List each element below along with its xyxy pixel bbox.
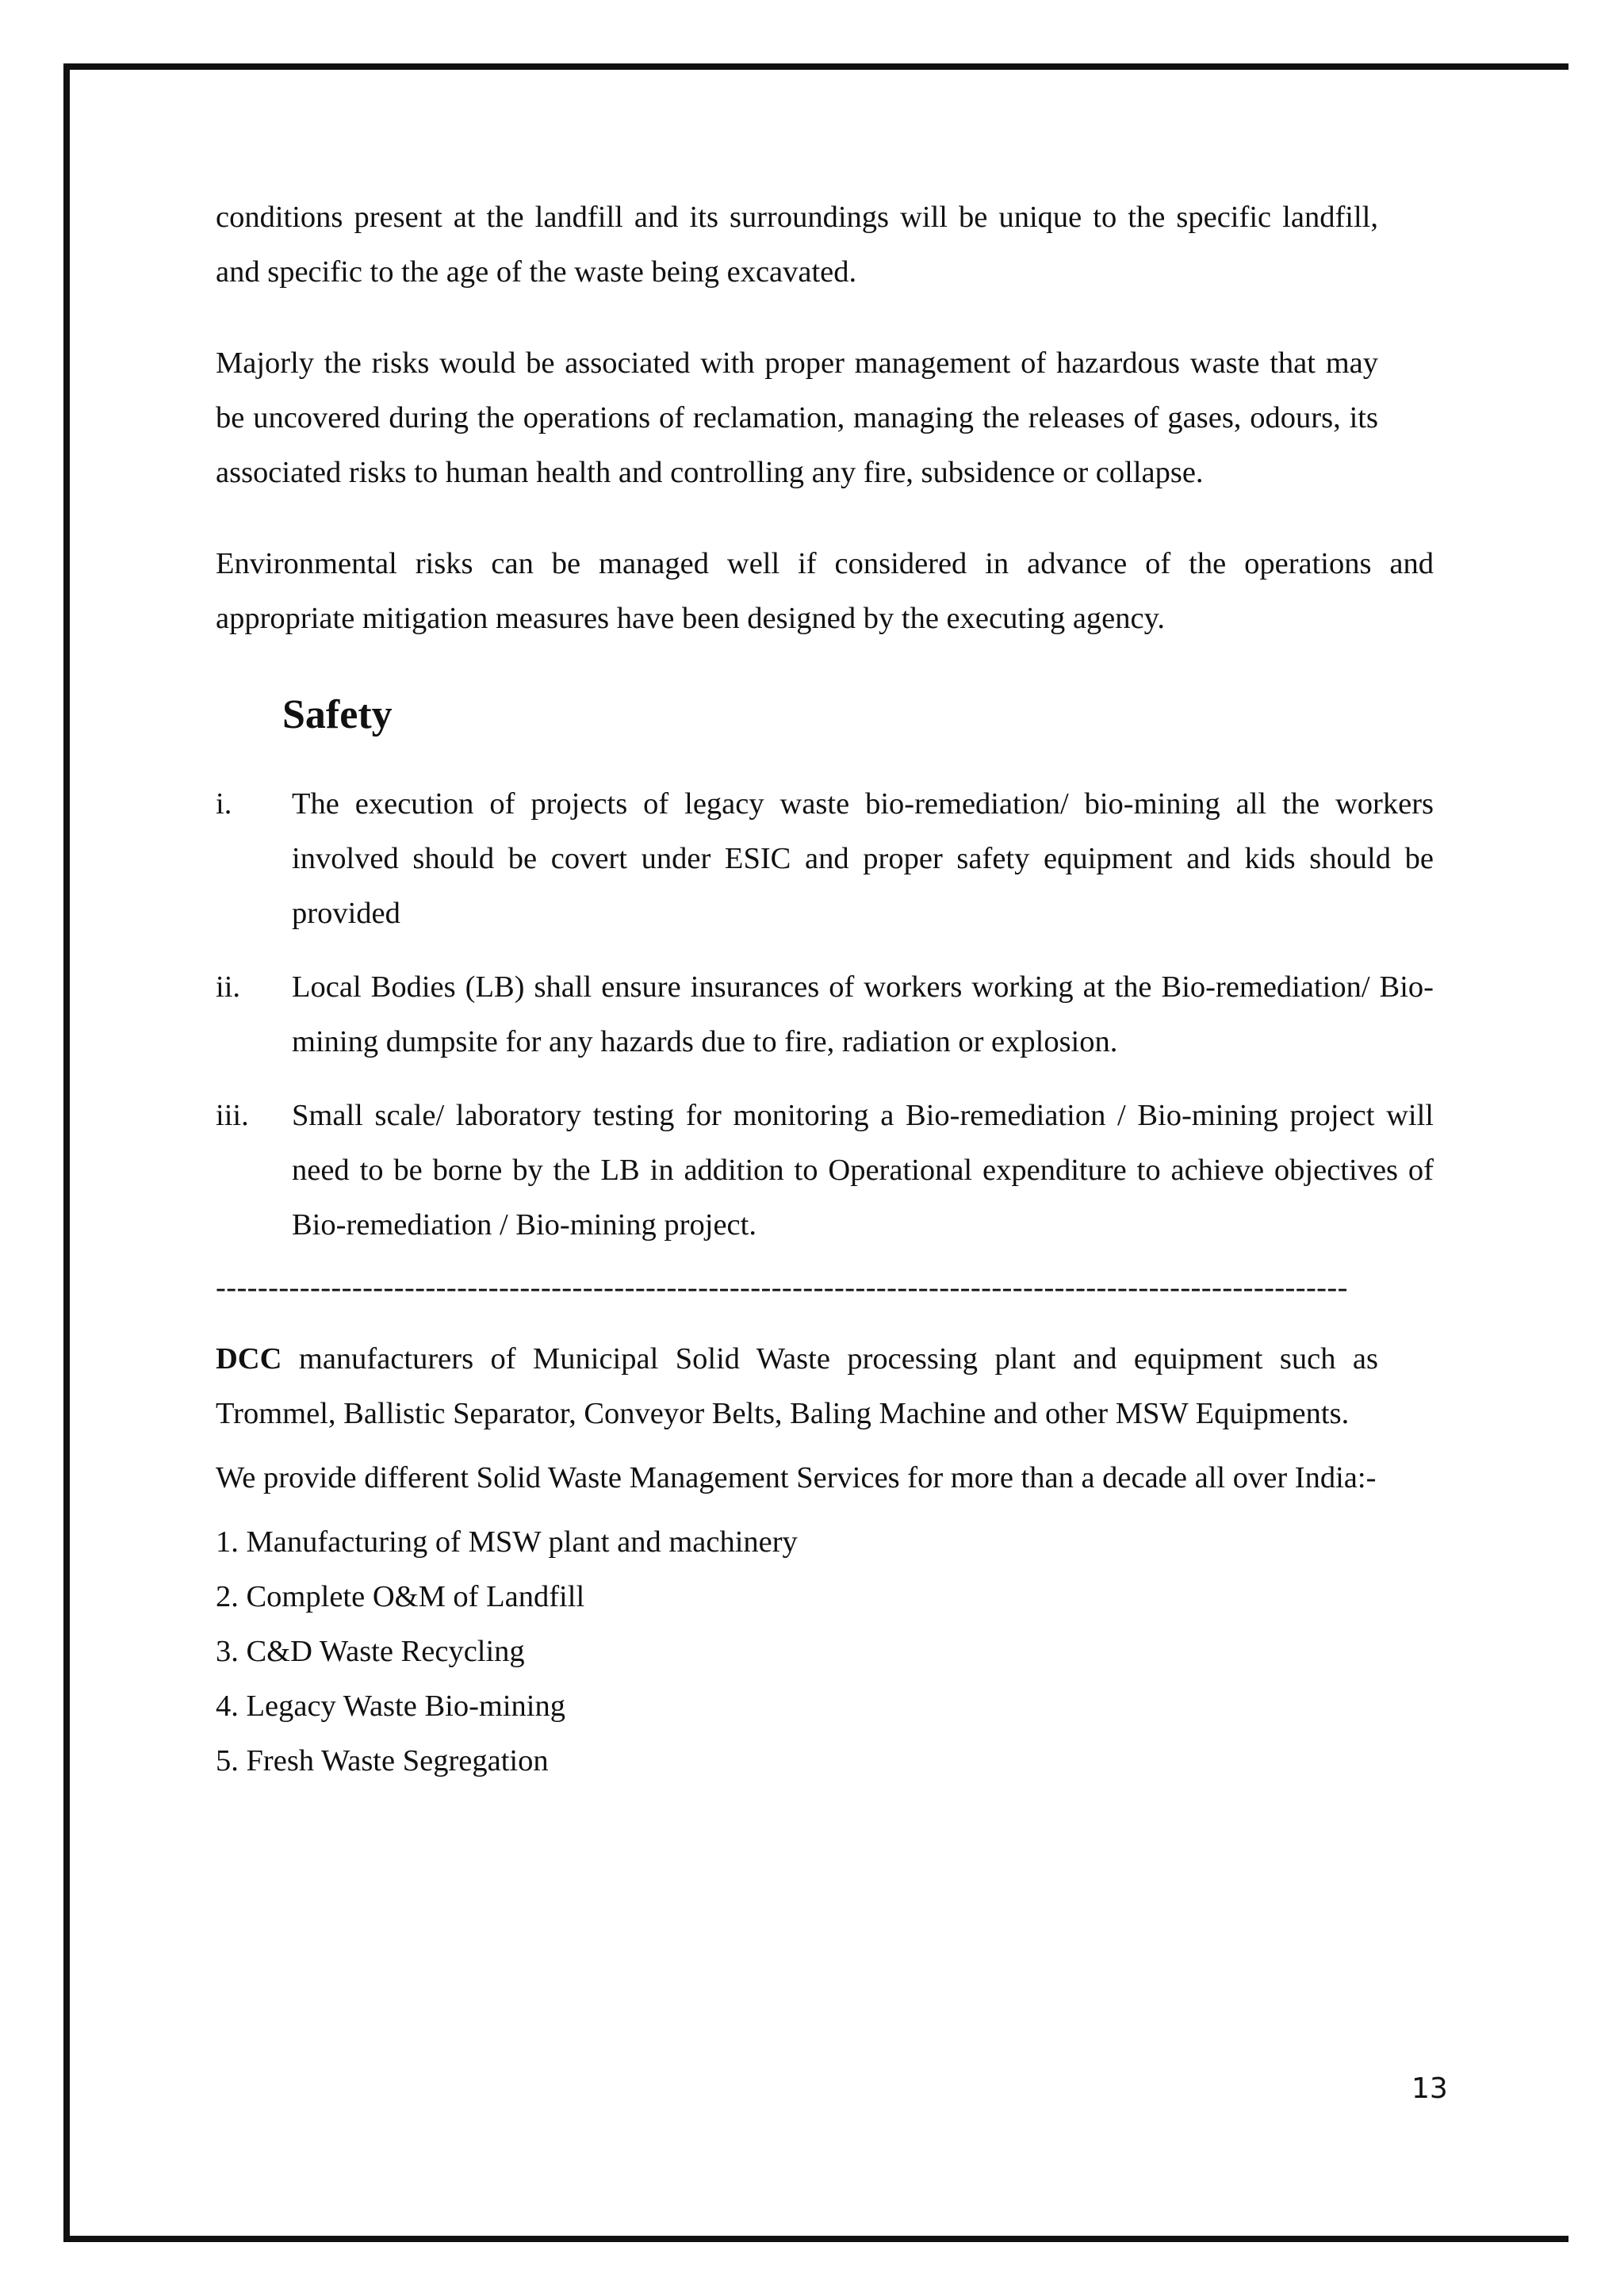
safety-list — [216, 777, 1434, 1253]
service-item: 5. Fresh Waste Segregation — [216, 1744, 549, 1778]
service-item: 4. Legacy Waste Bio-mining — [216, 1689, 565, 1724]
services-list — [216, 1515, 1434, 1789]
safety-item-number: iii. — [216, 1099, 249, 1133]
safety-item-number: i. — [216, 787, 232, 821]
safety-item-number: ii. — [216, 970, 241, 1004]
service-item: 3. C&D Waste Recycling — [216, 1635, 525, 1669]
service-item: 1. Manufacturing of MSW plant and machinery — [216, 1525, 798, 1559]
safety-item — [216, 960, 1434, 1070]
safety-item — [216, 777, 1434, 941]
dashed-divider: ------------------------------------------------------------------------------------------------------------ — [216, 1272, 1348, 1304]
safety-item-text: Local Bodies (LB) shall ensure insurances of workers working at the Bio-remediation/ Bio-mining dumpsite for any hazards due to fire, radiation or explosion. — [292, 970, 1434, 1059]
services-intro: We provide different Solid Waste Management Services for more than a decade all over India:- — [216, 1461, 1377, 1495]
paragraph-risks: Majorly the risks would be associated with proper management of hazardous waste that may be uncovered during the operations of reclamation, managing the releases of gases, odours, its associated risks to human health and controlling any fire, subsidence or collapse. — [216, 346, 1378, 489]
safety-item-text: The execution of projects of legacy waste bio-remediation/ bio-mining all the workers involved should be covert under ESIC and proper safety equipment and kids should be provided — [292, 787, 1434, 931]
company-description — [216, 1332, 1378, 1441]
service-item: 2. Complete O&M of Landfill — [216, 1580, 585, 1614]
page-content — [216, 190, 1434, 1789]
page-border-top — [63, 63, 1568, 70]
page-number: 13 — [1411, 2072, 1448, 2105]
page-border-bottom — [63, 2236, 1568, 2242]
company-description-text: manufacturers of Municipal Solid Waste processing plant and equipment such as Trommel, Ballistic Separator, Conveyor Belts, Baling Machine and other MSW Equipments. — [216, 1342, 1378, 1431]
company-name: DCC — [216, 1342, 282, 1376]
paragraph-landfill-conditions: conditions present at the landfill and its surroundings will be unique to the specific landfill, and specific to the age of the waste being excavated. — [216, 201, 1378, 289]
page-border-left — [63, 63, 70, 2242]
paragraph-environmental-risks: Environmental risks can be managed well if considered in advance of the operations and appropriate mitigation measures have been designed by the executing agency. — [216, 547, 1434, 635]
safety-item-text: Small scale/ laboratory testing for monitoring a Bio-remediation / Bio-mining project will need to be borne by the LB in addition to Operational expenditure to achieve objectives of Bio-remediation / Bio-mining project. — [292, 1099, 1434, 1242]
safety-heading: Safety — [282, 692, 393, 737]
safety-item — [216, 1089, 1434, 1253]
